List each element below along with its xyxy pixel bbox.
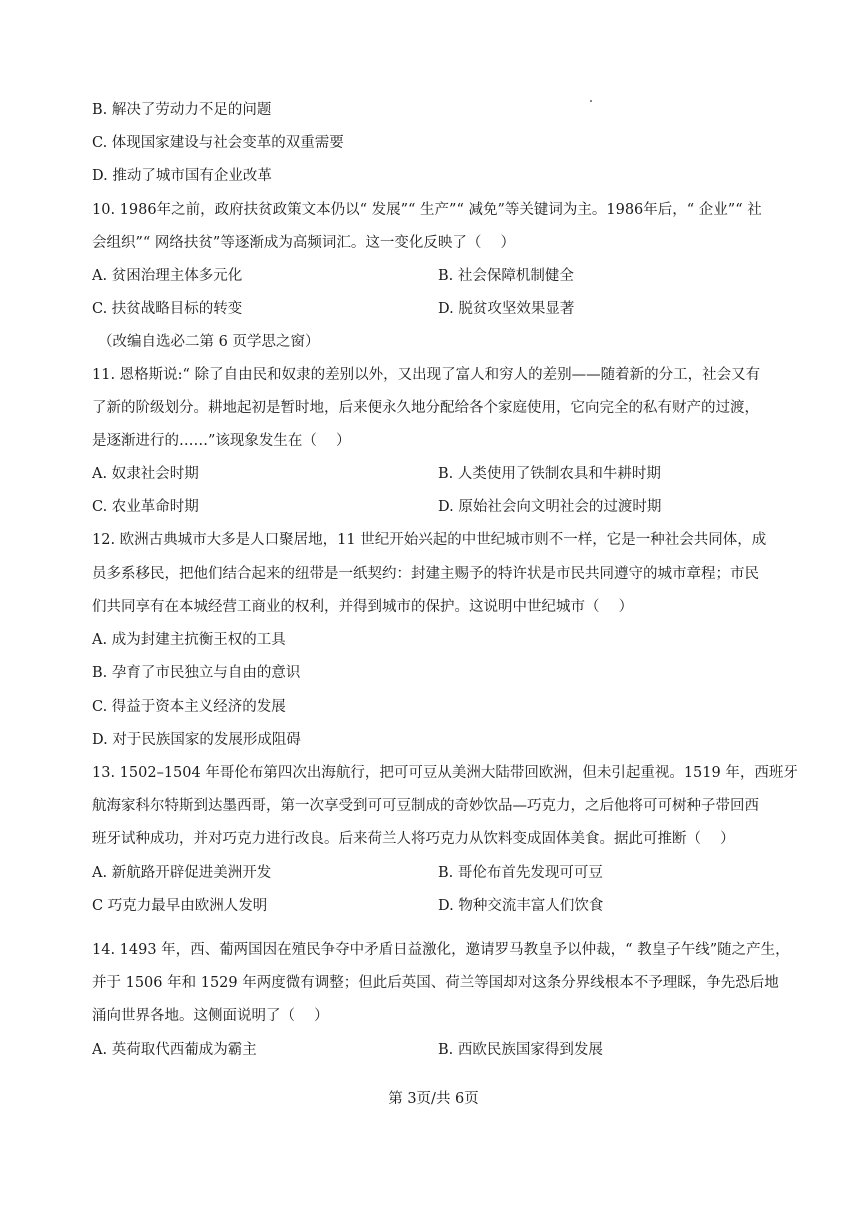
q14-option-a: A. 英荷取代西葡成为霸主 xyxy=(92,1042,257,1058)
q10-option-b: B. 社会保障机制健全 xyxy=(438,268,574,284)
q10-option-a: A. 贫困治理主体多元化 xyxy=(92,268,243,284)
q9-option-d: D. 推动了城市国有企业改革 xyxy=(92,168,272,184)
q9-option-b: B. 解决了劳动力不足的问题 xyxy=(92,102,272,118)
q13-option-b: B. 哥伦布首先发现可可豆 xyxy=(438,865,603,881)
q12-option-c: C. 得益于资本主义经济的发展 xyxy=(92,699,286,715)
q12-option-b: B. 孕育了市民独立与自由的意识 xyxy=(92,665,301,681)
q12-stem-line2: 员多系移民，把他们结合起来的纽带是一纸契约：封建主赐予的特许状是市民共同遵守的城市章程；市民 xyxy=(92,566,759,582)
source-note: （改编自选必二第 6 页学思之窗） xyxy=(98,334,320,350)
q11-option-c: C. 农业革命时期 xyxy=(92,499,199,515)
q13-option-d: D. 物种交流丰富人们饮食 xyxy=(438,898,604,914)
page-footer: 第 3页/共 6页 xyxy=(388,1091,479,1107)
q13-stem-line3: 班牙试种成功，并对巧克力进行改良。后来荷兰人将巧克力从饮料变成固体美食。据此可推断（ ） xyxy=(92,831,735,847)
q13-stem-line2: 航海家科尔特斯到达墨西哥，第一次享受到可可豆制成的奇妙饮品—巧克力，之后他将可可树种子带回西 xyxy=(92,798,759,814)
q14-stem-line1: 14. 1493 年，西、葡两国因在殖民争夺中矛盾日益激化，邀请罗马教皇予以仲裁，“ 教皇子午线”随之产生， xyxy=(92,942,790,958)
q13-option-c: C 巧克力最早由欧洲人发明 xyxy=(92,898,268,914)
q13-option-a: A. 新航路开辟促进美洲开发 xyxy=(92,865,272,881)
stray-dot xyxy=(590,100,592,102)
q11-stem-line2: 了新的阶级划分。耕地起初是暂时地，后来便永久地分配给各个家庭使用，它向完全的私有财产的过渡， xyxy=(92,400,759,416)
q11-stem-line3: 是逐渐进行的……”该现象发生在（ ） xyxy=(92,433,351,449)
q11-option-a: A. 奴隶社会时期 xyxy=(92,466,199,482)
q12-option-d: D. 对于民族国家的发展形成阻碍 xyxy=(92,732,301,748)
q10-option-c: C. 扶贫战略目标的转变 xyxy=(92,301,243,317)
q10-stem-line2: 会组织”“ 网络扶贫”等逐渐成为高频词汇。这一变化反映了（ ） xyxy=(92,235,515,251)
q14-stem-line3: 涌向世界各地。这侧面说明了（ ） xyxy=(92,1008,329,1024)
q11-option-d: D. 原始社会向文明社会的过渡时期 xyxy=(438,499,662,515)
q10-option-d: D. 脱贫攻坚效果显著 xyxy=(438,301,575,317)
q10-stem-line1: 10. 1986年之前，政府扶贫政策文本仍以“ 发展”“ 生产”“ 减免”等关键词为主。1986年后，“ 企业”“ 社 xyxy=(92,202,762,218)
q14-option-b: B. 西欧民族国家得到发展 xyxy=(438,1042,603,1058)
q11-option-b: B. 人类使用了铁制农具和牛耕时期 xyxy=(438,466,661,482)
q12-stem-line3: 们共同享有在本城经营工商业的权利，并得到城市的保护。这说明中世纪城市（ ） xyxy=(92,599,634,615)
q11-stem-line1: 11. 恩格斯说:“ 除了自由民和奴隶的差别以外，又出现了富人和穷人的差别——随着新的分工，社会又有 xyxy=(92,367,761,383)
q12-option-a: A. 成为封建主抗衡王权的工具 xyxy=(92,632,286,648)
q12-stem-line1: 12. 欧洲古典城市大多是人口聚居地，11 世纪开始兴起的中世纪城市则不一样，它是一种社会共同体，成 xyxy=(92,532,767,548)
q13-stem-line1: 13. 1502–1504 年哥伦布第四次出海航行，把可可豆从美洲大陆带回欧洲，但未引起重视。1519 年，西班牙 xyxy=(92,765,798,781)
q9-option-c: C. 体现国家建设与社会变革的双重需要 xyxy=(92,135,344,151)
q14-stem-line2: 并于 1506 年和 1529 年两度微有调整；但此后英国、荷兰等国却对这条分界线根本不予理睬，争先恐后地 xyxy=(92,975,779,991)
